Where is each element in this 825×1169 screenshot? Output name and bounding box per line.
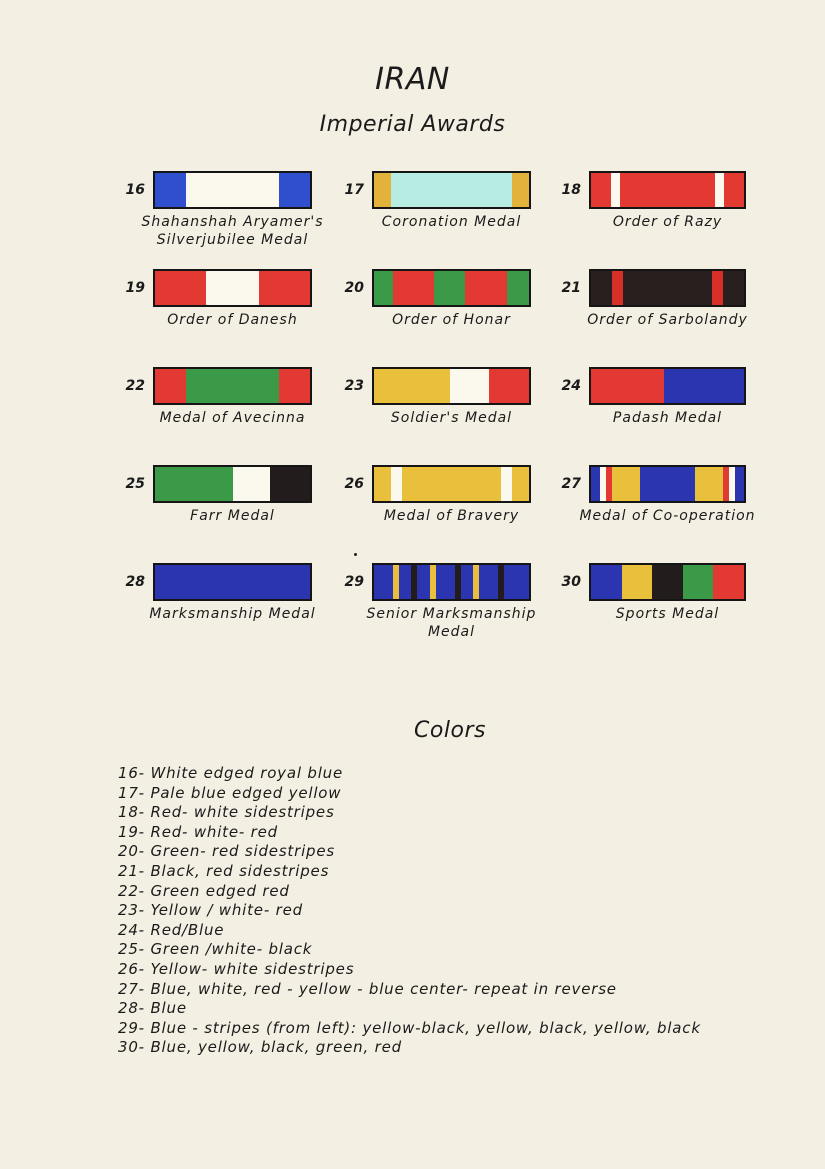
ribbon-22 <box>153 367 312 405</box>
ribbon-stripe <box>591 271 612 305</box>
ribbon-stripe <box>465 271 507 305</box>
ribbon-stripe <box>512 173 529 207</box>
ribbon-number: 27 <box>561 476 581 492</box>
ribbon-stripe <box>270 467 310 501</box>
ribbon-number: 18 <box>561 182 581 198</box>
ribbon-number: 29 <box>344 574 364 590</box>
ribbon-stripe <box>206 271 259 305</box>
ribbon-number: 20 <box>344 280 364 296</box>
color-entry: 22- Green edged red <box>118 881 290 900</box>
ribbon-25 <box>153 465 312 503</box>
ribbon-stripe <box>652 565 683 599</box>
ribbon-stripe <box>664 369 744 403</box>
colors-list <box>118 764 701 1058</box>
ribbon-label: Order of Sarbolandy <box>587 312 748 328</box>
ribbon-26 <box>372 465 531 503</box>
ribbon-number: 23 <box>344 378 364 394</box>
ribbon-stripe <box>374 467 391 501</box>
ribbon-stripe <box>591 369 664 403</box>
ribbon-number: 21 <box>561 280 581 296</box>
ribbon-label: Order of Honar <box>392 312 511 328</box>
ribbon-stripe <box>417 565 429 599</box>
color-entry: 27- Blue, white, red - yellow - blue center- repeat in reverse <box>118 979 617 998</box>
ribbon-21 <box>589 269 746 307</box>
ribbon-stripe <box>434 271 465 305</box>
ribbon-stripe <box>712 271 723 305</box>
ribbon-stripe <box>391 173 512 207</box>
ribbon-stripe <box>715 173 724 207</box>
ribbon-stripe <box>436 565 455 599</box>
color-entry: 19- Red- white- red <box>118 822 278 841</box>
ribbon-stripe <box>723 271 744 305</box>
ribbon-stripe <box>640 467 695 501</box>
ribbon-stripe <box>374 173 391 207</box>
ribbon-24 <box>589 367 746 405</box>
ribbon-label: Medal of Co-operation <box>579 508 756 524</box>
ribbon-stripe <box>591 565 622 599</box>
ribbon-stripe <box>450 369 489 403</box>
ribbon-stripe <box>186 173 279 207</box>
page-subtitle: Imperial Awards <box>319 112 506 137</box>
color-entry: 16- White edged royal blue <box>118 764 344 782</box>
page-title: IRAN <box>375 62 450 97</box>
ribbon-stripe <box>259 271 310 305</box>
ribbon-label: Marksmanship Medal <box>149 606 316 622</box>
ribbon-number: 24 <box>561 378 581 394</box>
ribbon-stripe <box>155 271 206 305</box>
ribbon-stripe <box>155 565 310 599</box>
ribbon-20 <box>372 269 531 307</box>
color-entry: 26- Yellow- white sidestripes <box>118 959 355 978</box>
ribbon-18 <box>589 171 746 209</box>
color-entry: 20- Green- red sidestripes <box>118 842 336 861</box>
ribbon-19 <box>153 269 312 307</box>
ribbon-stripe <box>402 467 501 501</box>
ribbon-label: Order of Danesh <box>167 312 298 328</box>
ribbon-number: 26 <box>344 476 364 492</box>
ribbon-stripe <box>374 271 393 305</box>
ribbon-stripe <box>683 565 714 599</box>
ink-dot <box>354 553 357 556</box>
ribbon-stripe <box>735 467 744 501</box>
color-entry: 17- Pale blue edged yellow <box>118 783 342 802</box>
ribbon-stripe <box>374 565 393 599</box>
ribbon-stripe <box>512 467 529 501</box>
ribbon-stripe <box>399 565 411 599</box>
ribbon-number: 28 <box>125 574 145 590</box>
ribbon-stripe <box>612 467 640 501</box>
ribbon-stripe <box>591 467 600 501</box>
ribbon-stripe <box>155 467 233 501</box>
ribbon-label: Coronation Medal <box>381 214 522 230</box>
ribbon-stripe <box>233 467 270 501</box>
ribbon-stripe <box>622 565 653 599</box>
ribbon-stripe <box>155 173 186 207</box>
ribbon-stripe <box>479 565 498 599</box>
ribbon-stripe <box>713 565 744 599</box>
color-entry: 23- Yellow / white- red <box>118 901 303 920</box>
ribbon-number: 22 <box>125 378 145 394</box>
ribbon-23 <box>372 367 531 405</box>
ribbon-label: Soldier's Medal <box>390 410 513 426</box>
ribbon-stripe <box>461 565 473 599</box>
ribbon-stripe <box>623 271 712 305</box>
ribbon-stripe <box>374 369 450 403</box>
ribbon-stripe <box>391 467 402 501</box>
color-entry: 24- Red/Blue <box>118 920 225 939</box>
ribbon-stripe <box>724 173 744 207</box>
color-entry: 28- Blue <box>118 999 187 1018</box>
ribbon-label: Farr Medal <box>190 508 275 524</box>
ribbon-number: 25 <box>125 476 145 492</box>
ribbon-29 <box>372 563 531 601</box>
ribbon-label: Padash Medal <box>612 410 723 426</box>
ribbon-stripe <box>591 173 611 207</box>
ribbon-stripe <box>612 271 623 305</box>
ribbon-stripe <box>186 369 279 403</box>
ribbon-number: 16 <box>125 182 145 198</box>
ribbon-label: Shahanshah Aryamer's Silverjubilee Medal <box>141 214 324 248</box>
ribbon-stripe <box>155 369 186 403</box>
ribbon-30 <box>589 563 746 601</box>
ribbon-stripe <box>393 271 435 305</box>
ribbon-stripe <box>611 173 620 207</box>
ribbon-stripe <box>501 467 512 501</box>
color-entry: 25- Green /white- black <box>118 940 313 959</box>
color-entry: 18- Red- white sidestripes <box>118 803 335 822</box>
ribbon-stripe <box>279 173 310 207</box>
ribbon-label: Senior Marksmanship Medal <box>366 606 537 640</box>
color-entry: 29- Blue - stripes (from left): yellow-black, yellow, black, yellow, black <box>118 1018 701 1037</box>
ribbon-28 <box>153 563 312 601</box>
ribbon-number: 19 <box>125 280 145 296</box>
ribbon-17 <box>372 171 531 209</box>
ribbon-stripe <box>489 369 529 403</box>
ribbon-number: 17 <box>344 182 364 198</box>
color-entry: 30- Blue, yellow, black, green, red <box>118 1038 402 1057</box>
ribbon-stripe <box>620 173 715 207</box>
ribbon-stripe <box>507 271 529 305</box>
ribbon-label: Medal of Bravery <box>383 508 520 524</box>
ribbon-label: Sports Medal <box>615 606 720 622</box>
ribbon-number: 30 <box>561 574 581 590</box>
color-entry: 21- Black, red sidestripes <box>118 861 330 880</box>
ribbon-stripe <box>695 467 723 501</box>
ribbon-16 <box>153 171 312 209</box>
ribbon-label: Order of Razy <box>612 214 723 230</box>
ribbon-27 <box>589 465 746 503</box>
colors-heading: Colors <box>414 718 486 743</box>
ribbon-stripe <box>279 369 310 403</box>
ribbon-label: Medal of Avecinna <box>159 410 306 426</box>
ribbon-stripe <box>504 565 529 599</box>
